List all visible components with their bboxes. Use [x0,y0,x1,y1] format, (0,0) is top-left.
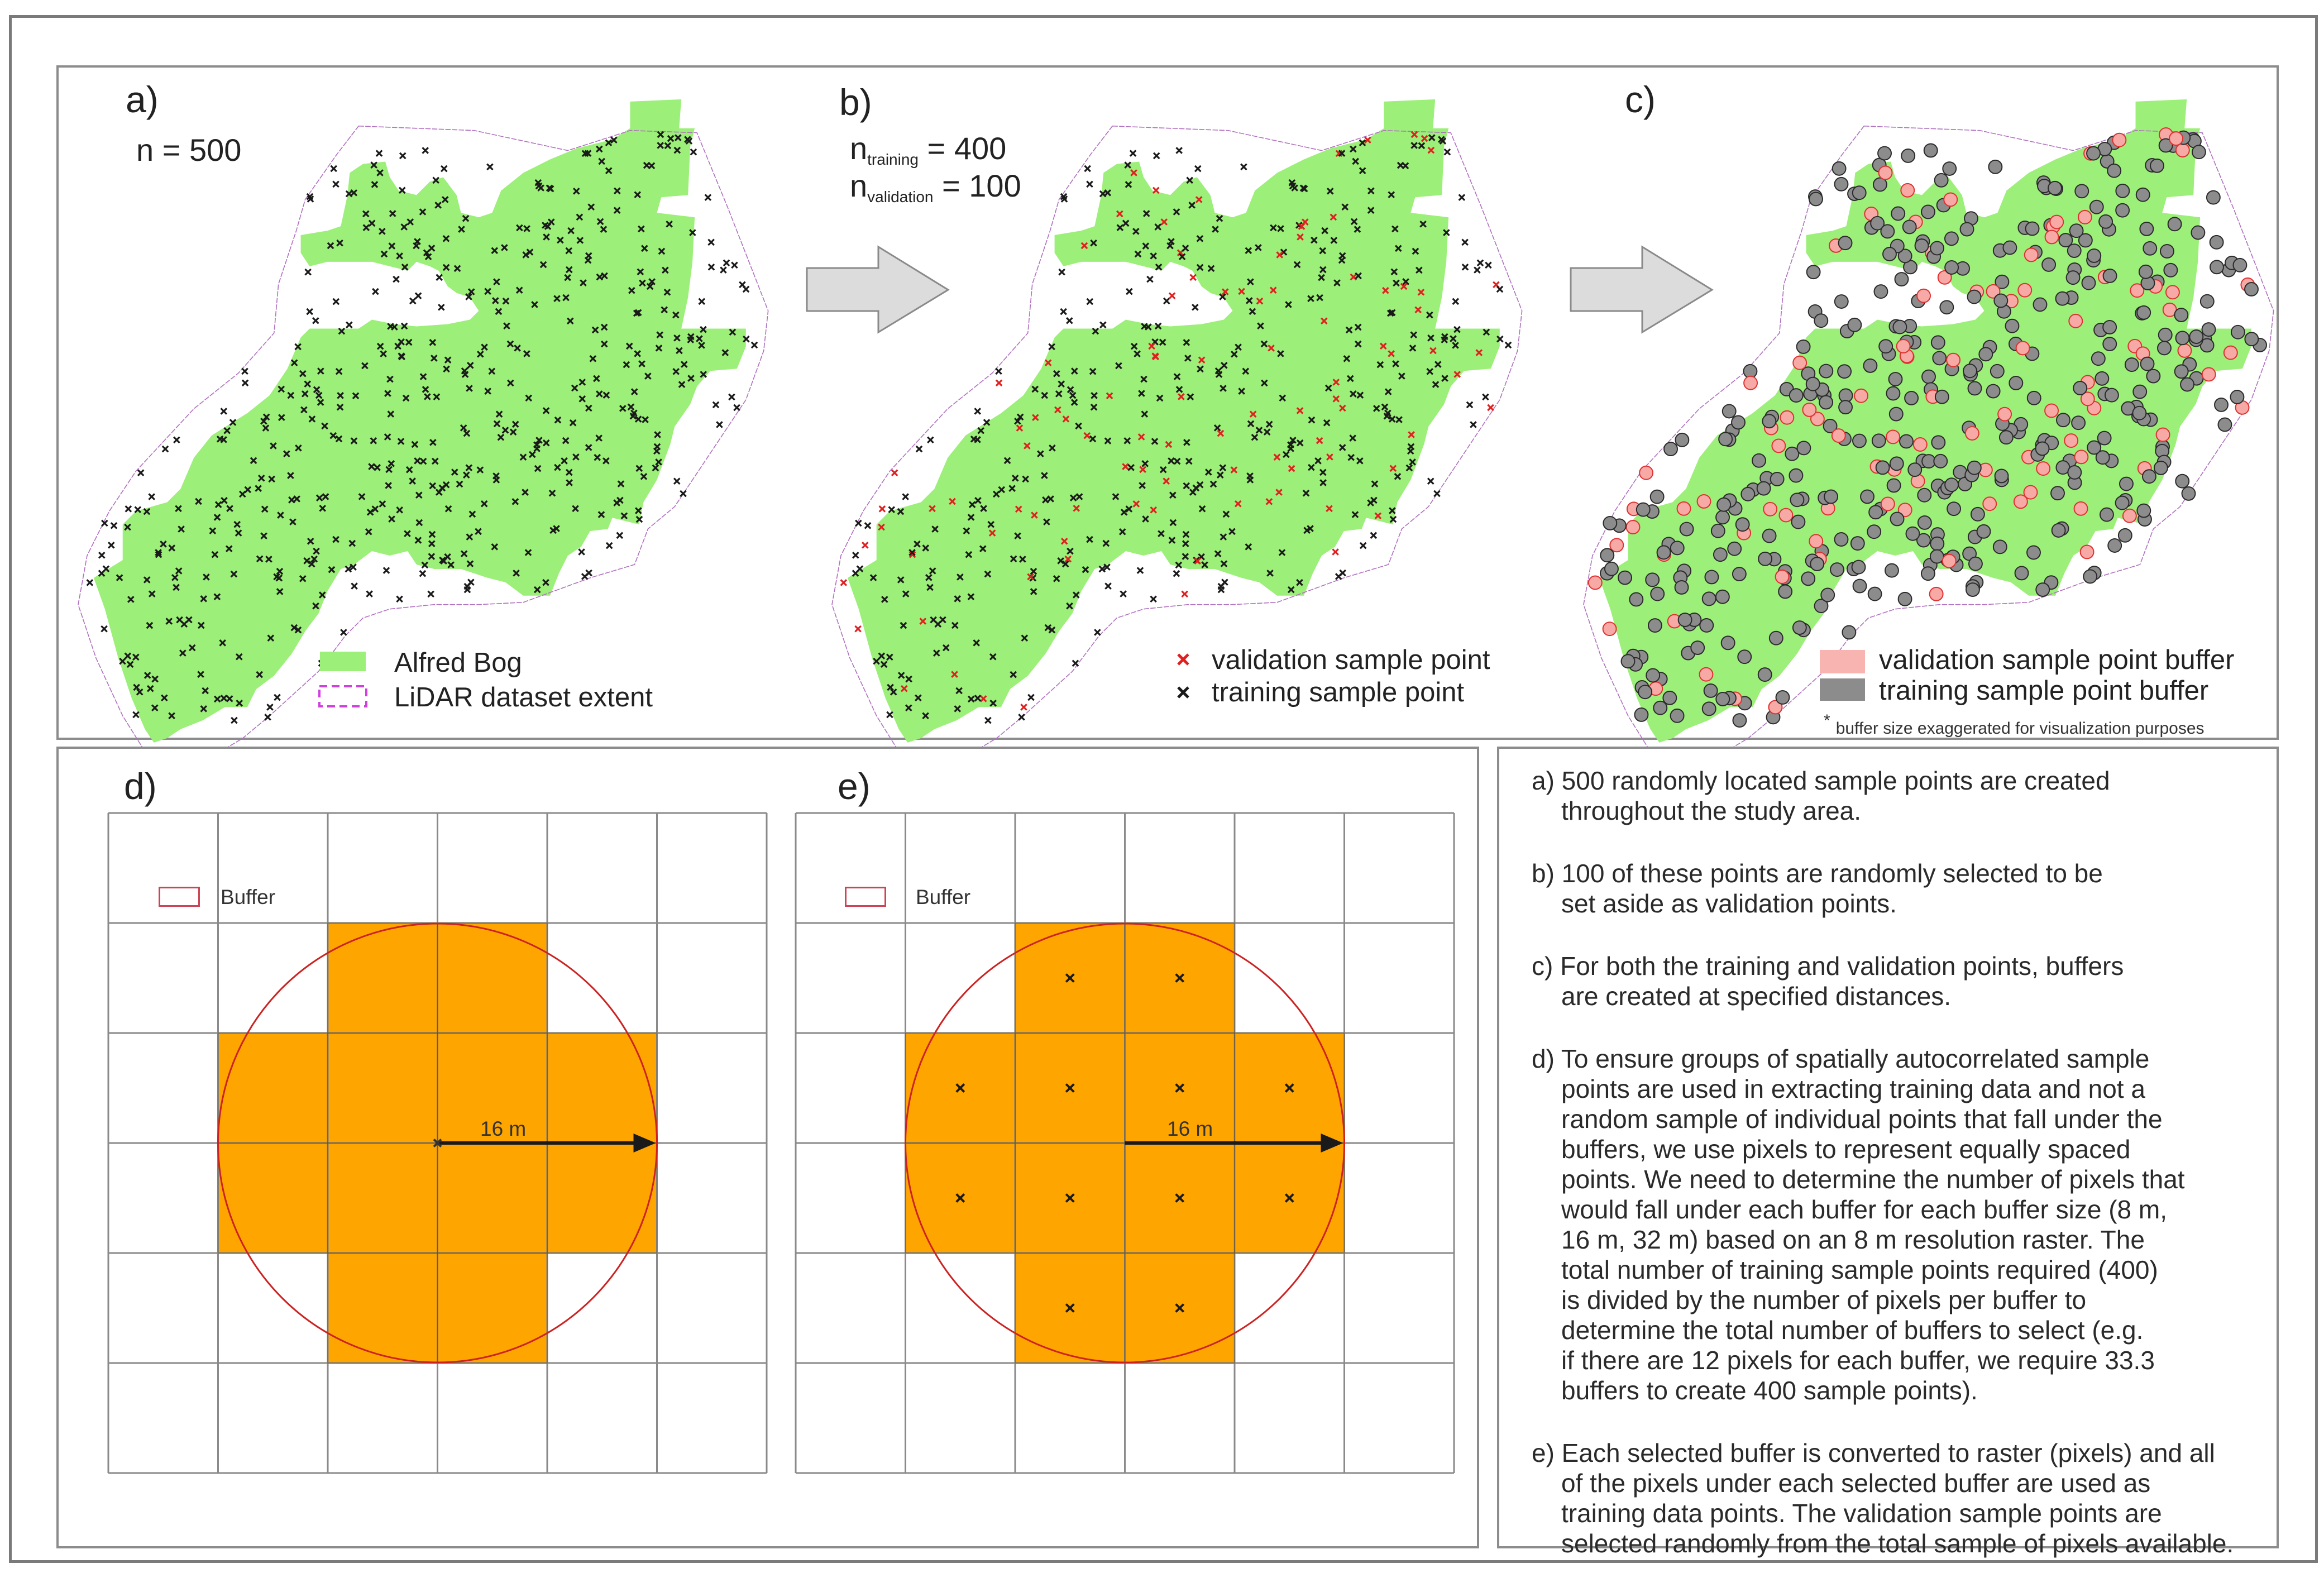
description-line: points. We need to determine the number of pixels that [1561,1165,2185,1194]
description-line: would fall under each buffer for each buffer size (8 m, [1561,1195,2168,1224]
radius-label: 16 m [480,1117,527,1140]
description-line: random sample of individual points that fall under the [1561,1104,2163,1134]
raster-grid-e [796,813,1454,1473]
buffer-legend-swatch [845,887,886,907]
footnote-text: buffer size exaggerated for visualization purposes [1835,719,2205,738]
buffer-pixel [328,1143,438,1253]
description-item [1532,858,2103,919]
training-point-legend-label: training sample point [1212,677,1465,707]
buffer-legend-swatch [159,887,200,907]
description-line: d) To ensure groups of spatially autocorrelated sample [1532,1044,2150,1073]
sample-count-label: n = 500 [136,132,242,168]
buffer-pixel [438,1143,548,1253]
panel-a-label: a) [126,79,159,120]
description-line: 16 m, 32 m) based on an 8 m resolution raster. The [1561,1225,2145,1254]
buffer-pixel [438,1253,548,1363]
validation-count-value: = 100 [933,168,1021,203]
description-item [1532,1044,2185,1405]
description-line: points are used in extracting training data and not a [1561,1074,2145,1103]
validation-subscript: validation [867,188,934,205]
panel-e-label: e) [838,766,871,807]
training-count-value: = 400 [919,131,1007,166]
footnote-star: * [1824,711,1830,730]
description-line: buffers, we use pixels to represent equally spaced [1561,1135,2131,1164]
description-line: a) 500 randomly located sample points are created [1532,766,2110,795]
validation-point-legend-label: validation sample point [1212,645,1490,675]
description-item [1532,951,2124,1011]
buffer-pixel [547,1033,657,1143]
buffer-pixel [547,1143,657,1253]
buffer-pixel [328,1253,438,1363]
raster-grid-d [108,813,767,1473]
description-line: training data points. The validation sample points are [1561,1499,2162,1528]
description-line: throughout the study area. [1561,796,1862,825]
description-line: are created at specified distances. [1561,982,1952,1011]
description-line: if there are 12 pixels for each buffer, we require 33.3 [1561,1346,2155,1375]
description-line: determine the total number of buffers to select (e.g. [1561,1316,2144,1345]
buffer-pixel [438,923,548,1033]
description-item [1532,766,2110,826]
training-buffer-legend-label: training sample point buffer [1879,676,2209,706]
description-line: total number of training sample points required (400) [1561,1255,2158,1284]
description-line: of the pixels under each selected buffer are used as [1561,1469,2151,1498]
validation-buffer-legend-label: validation sample point buffer [1879,645,2235,675]
description-panel [1497,747,2279,1558]
description-line: selected randomly from the total sample of pixels available. [1561,1529,2234,1558]
buffer-pixel [328,923,438,1033]
radius-label: 16 m [1167,1117,1213,1140]
buffer-pixel [218,1033,328,1143]
buffer-pixel [328,1033,438,1143]
panel-c-label: c) [1625,79,1656,120]
description-line: b) 100 of these points are randomly selected to be [1532,859,2103,888]
buffer-pixel [218,1143,328,1253]
buffer-legend-label: Buffer [221,886,276,908]
description-line: set aside as validation points. [1561,889,1897,918]
description-line: is divided by the number of pixels per buffer to [1561,1285,2087,1314]
buffer-legend-label: Buffer [916,886,971,908]
description-item [1532,1438,2234,1558]
description-line: buffers to create 400 sample points). [1561,1376,1978,1405]
panel-d-label: d) [124,766,157,807]
n-symbol: n [850,168,868,203]
n-symbol: n [850,131,868,166]
extent-legend-label: LiDAR dataset extent [394,682,653,713]
training-subscript: training [867,151,919,168]
panel-b-label: b) [839,82,872,123]
description-line: e) Each selected buffer is converted to raster (pixels) and all [1532,1438,2215,1467]
description-line: c) For both the training and validation points, buffers [1532,951,2124,981]
bog-legend-label: Alfred Bog [394,648,522,678]
